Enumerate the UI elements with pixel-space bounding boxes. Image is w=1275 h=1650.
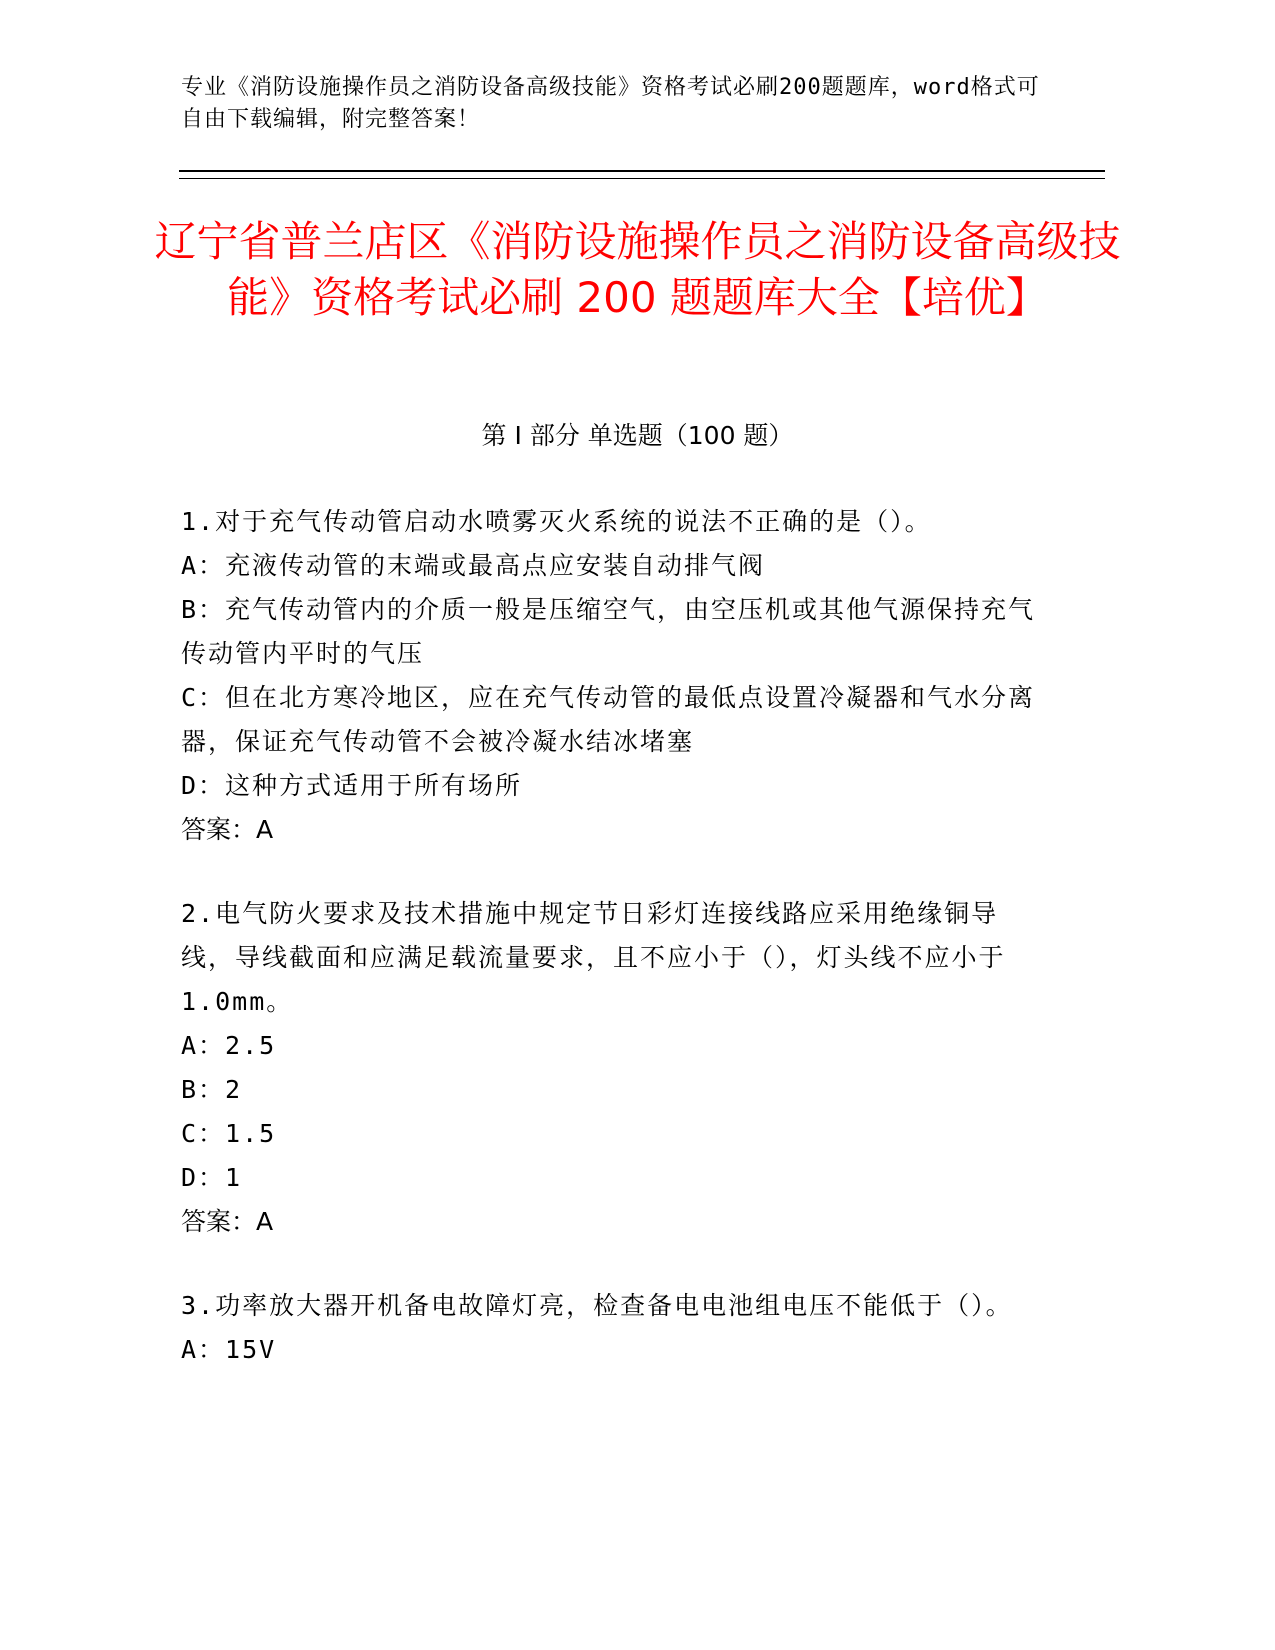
question-stem: 3.功率放大器开机备电故障灯亮，检查备电电池组电压不能低于（）。 xyxy=(181,1291,1013,1320)
answer-line: 答案：A xyxy=(181,1207,274,1236)
section-title: 第 I 部分 单选题（100 题） xyxy=(481,421,794,450)
header-note: 专业《消防设施操作员之消防设备高级技能》资格考试必刷200题题库，word格式可自由下载编辑，附完整答案！ xyxy=(181,75,1040,132)
option-a: A：充液传动管的末端或最高点应安装自动排气阀 xyxy=(181,551,766,580)
question-2 xyxy=(181,892,1041,1244)
question-3 xyxy=(181,1284,1041,1372)
option-d: D：这种方式适用于所有场所 xyxy=(181,771,523,800)
header-divider-thin xyxy=(179,178,1105,179)
option-a: A：2.5 xyxy=(181,1031,277,1060)
question-stem: 2.电气防火要求及技术措施中规定节日彩灯连接线路应采用绝缘铜导线，导线截面和应满足载流量要求，且不应小于（），灯头线不应小于1.0mm。 xyxy=(181,899,1006,1016)
option-c: C：但在北方寒冷地区，应在充气传动管的最低点设置冷凝器和气水分离器，保证充气传动管不会被冷凝水结冰堵塞 xyxy=(181,683,1036,756)
option-b: B：2 xyxy=(181,1075,243,1104)
question-stem: 1.对于充气传动管启动水喷雾灭火系统的说法不正确的是（）。 xyxy=(181,507,932,536)
option-c: C：1.5 xyxy=(181,1119,277,1148)
option-a: A：15V xyxy=(181,1335,277,1364)
question-1 xyxy=(181,500,1041,852)
document-title: 辽宁省普兰店区《消防设施操作员之消防设备高级技能》资格考试必刷 200 题题库大全【培优】 xyxy=(154,217,1121,322)
option-d: D：1 xyxy=(181,1163,243,1192)
answer-line: 答案：A xyxy=(181,815,274,844)
question-list xyxy=(181,500,1041,1412)
option-b: B：充气传动管内的介质一般是压缩空气，由空压机或其他气源保持充气传动管内平时的气压 xyxy=(181,595,1036,668)
header-divider-thick xyxy=(179,170,1105,172)
